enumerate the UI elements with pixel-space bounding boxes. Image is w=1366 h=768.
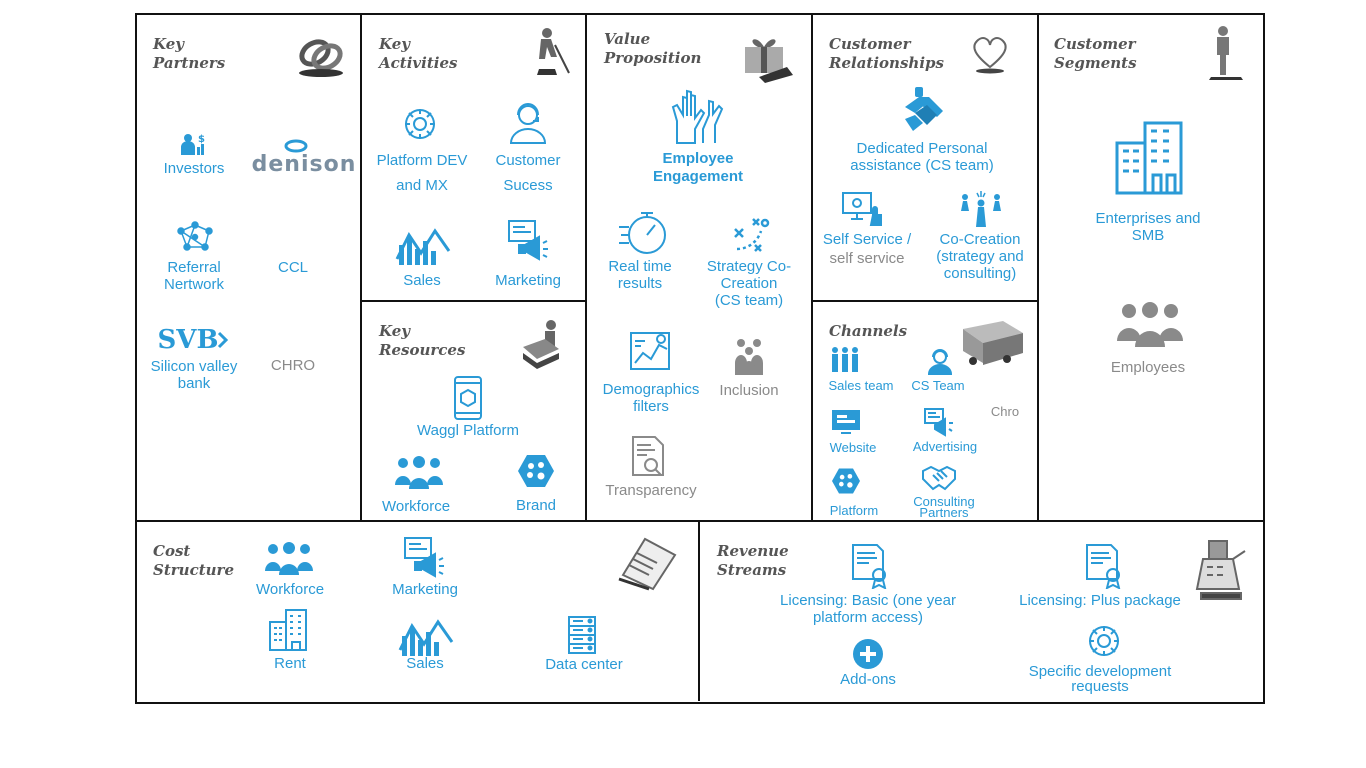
development-gear-icon bbox=[1085, 622, 1123, 660]
divider bbox=[812, 300, 1038, 302]
divider bbox=[360, 13, 362, 521]
customer-segments-title: Customer Segments bbox=[1054, 35, 1137, 72]
channel-cs-team: CS Team bbox=[911, 378, 965, 393]
cs-agent-icon bbox=[927, 347, 953, 375]
gear-icon bbox=[401, 105, 439, 143]
group-people-icon bbox=[729, 337, 769, 377]
team-icon bbox=[393, 455, 445, 491]
relationship-co-creation: Co-Creation (strategy and consulting) bbox=[936, 231, 1024, 282]
value-transparency: Transparency bbox=[605, 482, 697, 499]
partner-chro: CHRO bbox=[270, 357, 316, 374]
cash-register-icon bbox=[1193, 537, 1249, 603]
server-rack-icon bbox=[567, 615, 597, 655]
revenue-add-ons: Add-ons bbox=[840, 671, 896, 688]
sales-bars-icon bbox=[398, 616, 456, 658]
activity-platform-dev: Platform DEV and MX bbox=[376, 152, 468, 194]
office-buildings-icon bbox=[1113, 119, 1185, 197]
key-activities-title: Key Activities bbox=[379, 35, 458, 72]
cost-marketing: Marketing bbox=[392, 581, 458, 598]
divider bbox=[361, 300, 586, 302]
channel-platform: Platform bbox=[829, 503, 879, 518]
partner-referral-network: Referral Nertwork bbox=[163, 259, 225, 293]
divider bbox=[1037, 13, 1039, 521]
cost-structure-title: Cost Structure bbox=[153, 542, 234, 579]
sales-chart-icon bbox=[395, 225, 453, 267]
chain-link-icon bbox=[293, 31, 349, 79]
denison-mark-icon bbox=[284, 139, 308, 153]
add-circle-icon bbox=[852, 638, 884, 670]
document-search-icon bbox=[631, 435, 667, 479]
svb-logo: SVB bbox=[157, 325, 219, 355]
stopwatch-icon bbox=[617, 209, 669, 257]
standing-person-icon bbox=[1205, 25, 1247, 81]
rent-building-icon bbox=[268, 608, 308, 652]
revenue-streams-title: Revenue Streams bbox=[717, 542, 789, 579]
cost-workforce: Workforce bbox=[255, 581, 325, 598]
divider bbox=[811, 13, 813, 521]
raised-hands-icon bbox=[669, 85, 725, 147]
svb-chevron-icon bbox=[217, 331, 229, 349]
heart-icon bbox=[969, 35, 1011, 75]
revenue-specific-development: Specific development requests bbox=[1028, 663, 1172, 695]
resource-waggl-platform: Waggl Platform bbox=[417, 422, 519, 439]
svg-text:$: $ bbox=[198, 134, 205, 145]
worker-sweeping-icon bbox=[525, 25, 575, 77]
channels-title: Channels bbox=[829, 322, 908, 340]
denison-logo: denison bbox=[251, 152, 357, 177]
network-icon bbox=[177, 221, 213, 253]
handshake-hands-icon bbox=[899, 85, 951, 137]
relationship-self-service-sub: self service bbox=[829, 250, 905, 267]
sales-team-icon bbox=[829, 346, 861, 374]
strategy-play-icon bbox=[731, 215, 771, 255]
mobile-app-icon bbox=[453, 375, 483, 421]
revenue-licensing-plus: Licensing: Plus package bbox=[1019, 592, 1181, 609]
employees-group-icon bbox=[1115, 301, 1185, 349]
website-icon bbox=[831, 409, 861, 435]
value-demographics-filters: Demographics filters bbox=[602, 381, 700, 415]
channel-sales-team: Sales team bbox=[828, 378, 894, 393]
partner-ccl: CCL bbox=[277, 259, 309, 276]
dashboard-filter-icon bbox=[629, 329, 673, 373]
value-inclusion: Inclusion bbox=[719, 382, 779, 399]
partner-investors: Investors bbox=[163, 160, 225, 177]
value-employee-engagement: Employee Engagement bbox=[652, 150, 744, 185]
activity-sales: Sales bbox=[403, 272, 441, 289]
support-agent-icon bbox=[507, 99, 549, 145]
cost-sales: Sales bbox=[406, 655, 444, 672]
channel-website: Website bbox=[829, 440, 877, 455]
marketing-megaphone-icon bbox=[403, 536, 447, 580]
cost-rent: Rent bbox=[274, 655, 306, 672]
key-resources-title: Key Resources bbox=[379, 322, 466, 359]
segment-employees: Employees bbox=[1110, 359, 1186, 376]
megaphone-icon bbox=[507, 219, 551, 263]
certificate-icon bbox=[849, 543, 889, 589]
advertising-icon bbox=[923, 407, 955, 437]
platform-hexagon-icon bbox=[831, 467, 861, 495]
brand-hexagon-icon bbox=[517, 453, 555, 489]
key-partners-title: Key Partners bbox=[153, 35, 226, 72]
certificate-plus-icon bbox=[1083, 543, 1123, 589]
investor-icon bbox=[180, 133, 208, 157]
relationship-self-service: Self Service / bbox=[822, 231, 912, 248]
channel-advertising: Advertising bbox=[912, 439, 978, 454]
activity-customer-success: Customer Sucess bbox=[495, 152, 561, 194]
partner-silicon-valley-bank: Silicon valley bank bbox=[150, 358, 238, 392]
value-proposition-title: Value Proposition bbox=[604, 30, 702, 67]
workforce-team-icon bbox=[263, 541, 315, 577]
co-creation-people-icon bbox=[959, 189, 1003, 229]
divider bbox=[585, 13, 587, 521]
revenue-licensing-basic: Licensing: Basic (one year platform access) bbox=[780, 592, 956, 626]
segment-enterprises-smb: Enterprises and SMB bbox=[1095, 210, 1201, 244]
channel-chro: Chro bbox=[990, 404, 1020, 419]
channel-consulting-partners: Consulting Partners bbox=[913, 494, 975, 520]
cost-data-center: Data center bbox=[545, 656, 623, 673]
forklift-worker-icon bbox=[517, 317, 573, 373]
resource-brand: Brand bbox=[515, 497, 557, 514]
gift-box-icon bbox=[739, 31, 795, 83]
value-real-time-results: Real time results bbox=[608, 258, 672, 292]
resource-workforce: Workforce bbox=[381, 498, 451, 515]
consulting-handshake-icon bbox=[921, 463, 957, 493]
customer-relationships-title: Customer Relationships bbox=[829, 35, 944, 72]
self-service-screen-icon bbox=[841, 191, 885, 231]
activity-marketing: Marketing bbox=[495, 272, 561, 289]
delivery-truck-icon bbox=[961, 319, 1025, 371]
business-model-canvas bbox=[135, 13, 1265, 704]
divider bbox=[698, 521, 700, 701]
relationship-dedicated-assistance: Dedicated Personal assistance (CS team) bbox=[850, 140, 994, 174]
invoice-paper-icon bbox=[615, 535, 681, 591]
value-strategy-co-creation: Strategy Co- Creation (CS team) bbox=[706, 258, 792, 309]
